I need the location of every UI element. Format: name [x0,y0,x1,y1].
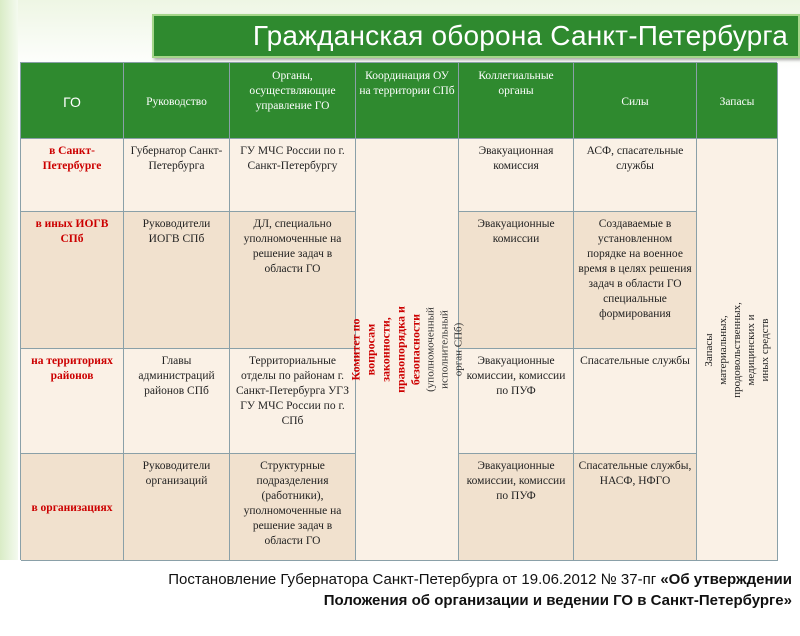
row-bodies: ГУ МЧС России по г. Санкт-Петербургу [230,139,356,212]
header-collegial: Коллегиальные органы [459,63,574,139]
coordination-note: (уполномоченный исполнительный орган СПб) [424,307,465,392]
row-forces: АСФ, спасательные службы [574,139,697,212]
row-go-districts: на территориях районов [21,349,124,454]
coordination-committee: Комитет по вопросам законности, правопорядка и безопасности [348,306,423,393]
row-collegial: Эвакуационные комиссии, комиссии по ПУФ [459,349,574,454]
row-forces: Создаваемые в установленном порядке на военное время в целях решения задач в области ГО специальные формирования [574,212,697,349]
row-go-spb: в Санкт-Петербурге [21,139,124,212]
reserves-text: Запасы материальных, продовольственных, медицинских и иных средств [703,301,771,398]
header-leadership: Руководство [124,63,230,139]
row-leadership: Руководители организаций [124,454,230,561]
row-collegial: Эвакуационные комиссии, комиссии по ПУФ [459,454,574,561]
page-title: Гражданская оборона Санкт-Петербурга [252,20,788,51]
reserves-merged-cell [697,139,778,561]
header-reserves: Запасы [697,63,778,139]
header-bodies: Органы, осуществляющие управление ГО [230,63,356,139]
footer-decree-title-start: «Об утверждении [660,571,792,588]
row-leadership: Главы администраций районов СПб [124,349,230,454]
row-leadership: Руководители ИОГВ СПб [124,212,230,349]
row-forces: Спасательные службы, НАСФ, НФГО [574,454,697,561]
footer-decree: Постановление Губернатора Санкт-Петербурга от 19.06.2012 № 37-пг [168,571,661,588]
row-go-organizations: в организациях [21,454,124,561]
row-go-iogv: в иных ИОГВ СПб [21,212,124,349]
row-leadership: Губернатор Санкт-Петербурга [124,139,230,212]
row-collegial: Эвакуационные комиссии [459,212,574,349]
row-forces: Спасательные службы [574,349,697,454]
header-coordination: Координация ОУ на территории СПб [356,63,459,139]
row-collegial: Эвакуационная комиссия [459,139,574,212]
header-go: ГО [21,63,124,139]
coordination-merged-cell [348,139,465,561]
row-bodies: ДЛ, специально уполномоченные на решение задач в области ГО [230,212,356,349]
row-bodies: Структурные подразделения (работники), уполномоченные на решение задач в области ГО [230,454,356,561]
title-banner [152,14,800,58]
background-left-strip [0,0,18,560]
civil-defense-table [20,62,777,560]
header-forces: Силы [574,63,697,139]
row-bodies: Территориальные отделы по районам г. Санкт-Петербурга УГЗ ГУ МЧС России по г. СПб [230,349,356,454]
footer-citation [12,569,792,611]
footer-decree-title-end: Положения об организации и ведении ГО в Санкт-Петербурге» [323,592,792,609]
